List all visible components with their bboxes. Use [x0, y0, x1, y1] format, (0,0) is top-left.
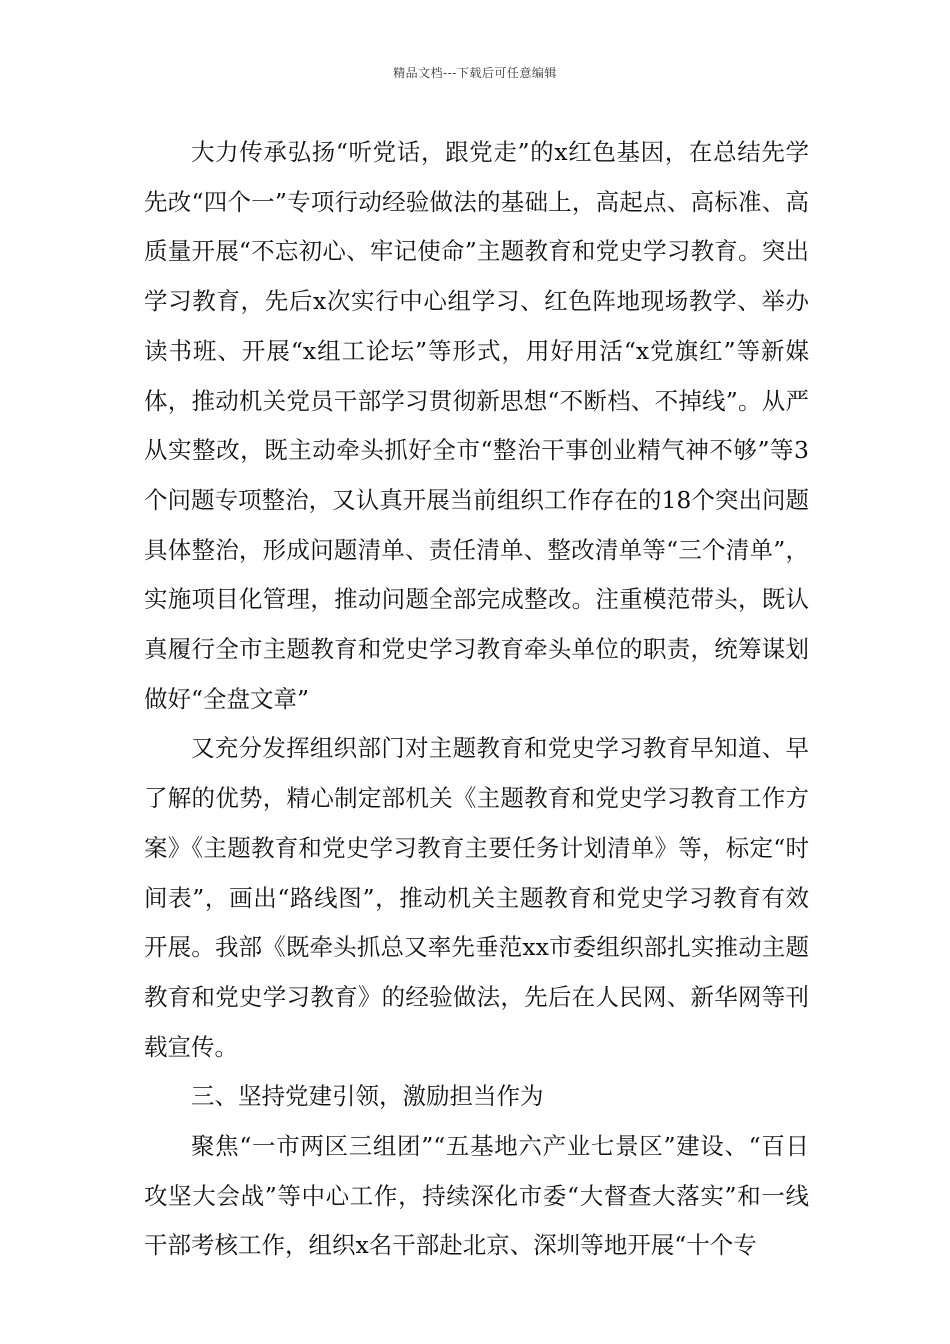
paragraph: 聚焦“一市两区三组团”“五基地六产业七景区”建设、“百日攻坚大会战”等中心工作，持续深化市委“大督查大落实”和一线干部考核工作，组织x名干部赴北京、深圳等地开展“十个专: [144, 1132, 809, 1260]
document-body: [144, 128, 809, 1271]
page-header: 精品文档---下载后可任意编辑: [393, 66, 557, 80]
paragraph: 又充分发挥组织部门对主题教育和党史学习教育早知道、早了解的优势，精心制定部机关《主题教育和党史学习教育工作方案》《主题教育和党史学习教育主要任务计划清单》等，标定“时间表”，画出“路线图”，推动机关主题教育和党史学习教育有效开展。我部《既牵头抓总又率先垂范xx市委组织部扎实推动主题教育和党史学习教育》的经验做法，先后在人民网、新华网等刊载宣传。: [144, 734, 809, 1061]
section-heading: 三、坚持党建引领，激励担当作为: [191, 1082, 544, 1111]
paragraph: 大力传承弘扬“听党话，跟党走”的x红色基因，在总结先学先改“四个一”专项行动经验做法的基础上，高起点、高标准、高质量开展“不忘初心、牢记使命”主题教育和党史学习教育。突出学习教育，先后x次实行中心组学习、红色阵地现场教学、举办读书班、开展“x组工论坛”等形式，用好用活“x党旗红”等新媒体，推动机关党员干部学习贯彻新思想“不断档、不掉线”。从严从实整改，既主动牵头抓好全市“整治干事创业精气神不够”等3个问题专项整治，又认真开展当前组织工作存在的18个突出问题具体整治，形成问题清单、责任清单、整改清单等“三个清单”，实施项目化管理，推动问题全部完成整改。注重模范带头，既认真履行全市主题教育和党史学习教育牵头单位的职责，统筹谋划做好“全盘文章”: [144, 138, 809, 713]
